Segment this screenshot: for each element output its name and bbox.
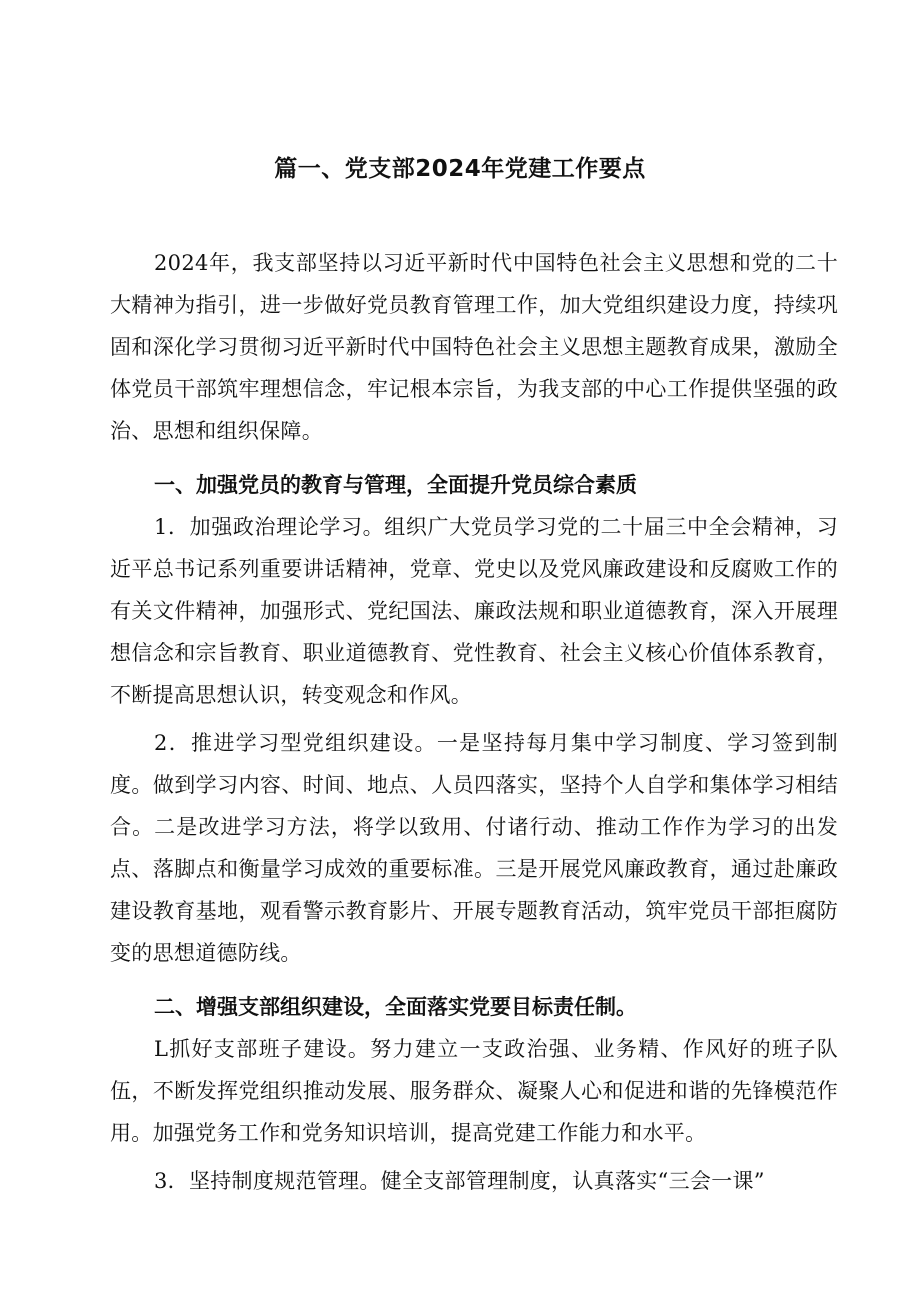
section-1-item-2: 2．推进学习型党组织建设。一是坚持每月集中学习制度、学习签到制度。做到学习内容、时间、地点、人员四落实，坚持个人自学和集体学习相结合。二是改进学习方法，将学以致用、付诸行动、推动工作作为学习的出发点、落脚点和衡量学习成效的重要标准。三是开展党风廉政教育，通过赴廉政建设教育基地，观看警示教育影片、开展专题教育活动，筑牢党员干部拒腐防变的思想道德防线。 <box>110 731 838 965</box>
section-2-heading: 二、增强支部组织建设，全面落实党要目标责任制。 <box>154 995 637 1019</box>
intro-paragraph: 2024年，我支部坚持以习近平新时代中国特色社会主义思想和党的二十大精神为指引，进一步做好党员教育管理工作，加大党组织建设力度，持续巩固和深化学习贯彻习近平新时代中国特色社会主义思想主题教育成果，激励全体党员干部筑牢理想信念，牢记根本宗旨，为我支部的中心工作提供坚强的政治、思想和组织保障。 <box>110 251 838 443</box>
document-title: 篇一、党支部2024年党建工作要点 <box>274 156 646 182</box>
section-1-item-1: 1．加强政治理论学习。组织广大党员学习党的二十届三中全会精神，习近平总书记系列重要讲话精神，党章、党史以及党风廉政建设和反腐败工作的有关文件精神，加强形式、党纪国法、廉政法规和职业道德教育，深入开展理想信念和宗旨教育、职业道德教育、党性教育、社会主义核心价值体系教育，不断提高思想认识，转变观念和作风。 <box>110 515 838 707</box>
document-body <box>110 242 838 1202</box>
section-2-item-3: 3．坚持制度规范管理。健全支部管理制度，认真落实“三会一课” <box>154 1169 765 1193</box>
section-2-item-1: L抓好支部班子建设。努力建立一支政治强、业务精、作风好的班子队伍，不断发挥党组织推动发展、服务群众、凝聚人心和促进和谐的先锋模范作用。加强党务工作和党务知识培训，提高党建工作能力和水平。 <box>110 1037 838 1145</box>
section-1-heading: 一、加强党员的教育与管理，全面提升党员综合素质 <box>154 473 637 497</box>
